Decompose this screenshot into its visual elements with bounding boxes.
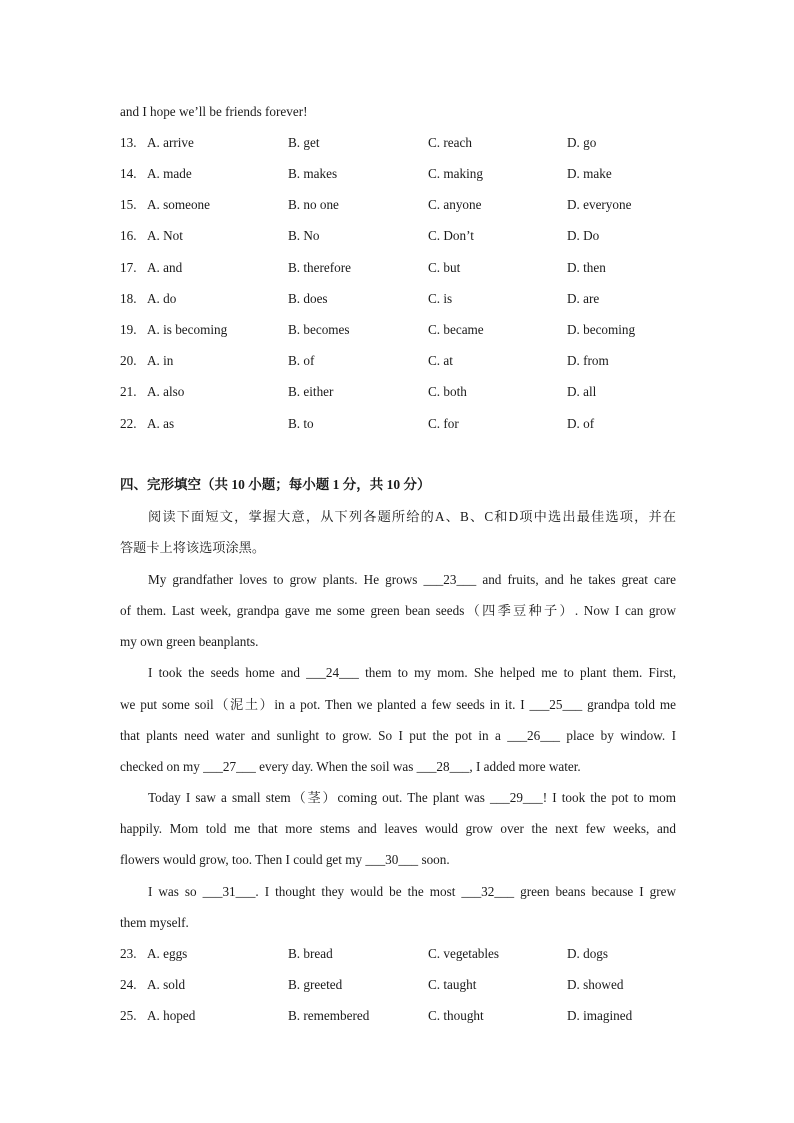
option-c: C. thought	[428, 1008, 484, 1023]
option-a: A. hoped	[147, 1008, 196, 1023]
option-b: B. greeted	[288, 977, 343, 992]
question-row	[120, 227, 680, 245]
question-number: 14.	[120, 166, 137, 181]
passage-line: them myself.	[120, 915, 189, 930]
question-row	[120, 945, 680, 963]
option-a: A. as	[147, 416, 175, 431]
option-d: D. then	[567, 260, 606, 275]
option-b: B. to	[288, 416, 314, 431]
option-c: C. became	[428, 322, 484, 337]
option-c: C. is	[428, 291, 453, 306]
option-c: C. taught	[428, 977, 477, 992]
option-a: A. someone	[147, 197, 210, 212]
option-c: C. Don’t	[428, 228, 474, 243]
question-number: 17.	[120, 260, 137, 275]
option-b: B. no one	[288, 197, 339, 212]
passage-line: I took the seeds home and ___24___ them to my mom. She helped me to plant them. First,	[148, 665, 676, 680]
option-b: B. bread	[288, 946, 333, 961]
option-b: B. does	[288, 291, 328, 306]
option-b: B. either	[288, 384, 334, 399]
passage-line: My grandfather loves to grow plants. He grows ___23___ and fruits, and he takes great care	[148, 572, 676, 587]
question-number: 18.	[120, 291, 137, 306]
question-row	[120, 259, 680, 277]
option-a: A. Not	[147, 228, 183, 243]
instruction-line: 阅读下面短文，掌握大意，从下列各题所给的A、B、C和D项中选出最佳选项，并在	[148, 509, 676, 524]
option-d: D. go	[567, 135, 597, 150]
option-d: D. make	[567, 166, 612, 181]
option-b: B. No	[288, 228, 320, 243]
option-b: B. get	[288, 135, 320, 150]
passage-line: I was so ___31___. I thought they would be the most ___32___ green beans because I grew	[148, 884, 676, 899]
option-d: D. from	[567, 353, 609, 368]
option-d: D. are	[567, 291, 600, 306]
section-heading: 四、完形填空（共 10 小题；每小题 1 分，共 10 分）	[120, 477, 431, 492]
option-d: D. all	[567, 384, 597, 399]
question-row	[120, 165, 680, 183]
option-c: C. at	[428, 353, 453, 368]
option-c: C. making	[428, 166, 483, 181]
question-number: 25.	[120, 1008, 137, 1023]
question-row	[120, 196, 680, 214]
question-number: 15.	[120, 197, 137, 212]
question-number: 16.	[120, 228, 137, 243]
option-b: B. makes	[288, 166, 338, 181]
passage-line: my own green beanplants.	[120, 634, 259, 649]
option-d: D. dogs	[567, 946, 609, 961]
option-c: C. vegetables	[428, 946, 500, 961]
option-d: D. showed	[567, 977, 624, 992]
option-c: C. both	[428, 384, 467, 399]
option-a: A. arrive	[147, 135, 194, 150]
option-c: C. for	[428, 416, 459, 431]
option-c: C. but	[428, 260, 461, 275]
passage-line: checked on my ___27___ every day. When the soil was ___28___, I added more water.	[120, 759, 581, 774]
question-row	[120, 383, 680, 401]
question-number: 22.	[120, 416, 137, 431]
question-row	[120, 321, 680, 339]
question-number: 19.	[120, 322, 137, 337]
question-row	[120, 290, 680, 308]
option-b: B. remembered	[288, 1008, 370, 1023]
passage-line: that plants need water and sunlight to grow. So I put the pot in a ___26___ place by window. I	[120, 728, 676, 743]
option-a: A. and	[147, 260, 183, 275]
question-number: 21.	[120, 384, 137, 399]
question-row	[120, 415, 680, 433]
option-d: D. of	[567, 416, 595, 431]
option-d: D. everyone	[567, 197, 632, 212]
option-d: D. Do	[567, 228, 600, 243]
question-number: 23.	[120, 946, 137, 961]
question-row	[120, 976, 680, 994]
option-a: A. also	[147, 384, 185, 399]
instruction-line: 答题卡上将该选项涂黑。	[120, 540, 266, 555]
question-number: 24.	[120, 977, 137, 992]
option-d: D. becoming	[567, 322, 636, 337]
option-a: A. sold	[147, 977, 186, 992]
passage-line: Today I saw a small stem（茎）coming out. The plant was ___29___! I took the pot to mom	[148, 790, 676, 805]
option-a: A. do	[147, 291, 177, 306]
question-number: 13.	[120, 135, 137, 150]
option-a: A. is becoming	[147, 322, 228, 337]
option-d: D. imagined	[567, 1008, 633, 1023]
intro-line: and I hope we’ll be friends forever!	[120, 104, 308, 119]
option-b: B. therefore	[288, 260, 351, 275]
passage-line: we put some soil（泥土）in a pot. Then we planted a few seeds in it. I ___25___ grandpa told me	[120, 697, 676, 712]
question-number: 20.	[120, 353, 137, 368]
passage-line: of them. Last week, grandpa gave me some green bean seeds（四季豆种子）. Now I can grow	[120, 603, 676, 618]
option-a: A. in	[147, 353, 174, 368]
option-c: C. anyone	[428, 197, 482, 212]
option-a: A. made	[147, 166, 192, 181]
question-row	[120, 1007, 680, 1025]
passage-line: flowers would grow, too. Then I could get my ___30___ soon.	[120, 852, 450, 867]
option-c: C. reach	[428, 135, 472, 150]
option-b: B. becomes	[288, 322, 350, 337]
question-row	[120, 352, 680, 370]
option-a: A. eggs	[147, 946, 188, 961]
option-b: B. of	[288, 353, 315, 368]
passage-line: happily. Mom told me that more stems and leaves would grow over the next few weeks, and	[120, 821, 676, 836]
question-row	[120, 134, 680, 152]
